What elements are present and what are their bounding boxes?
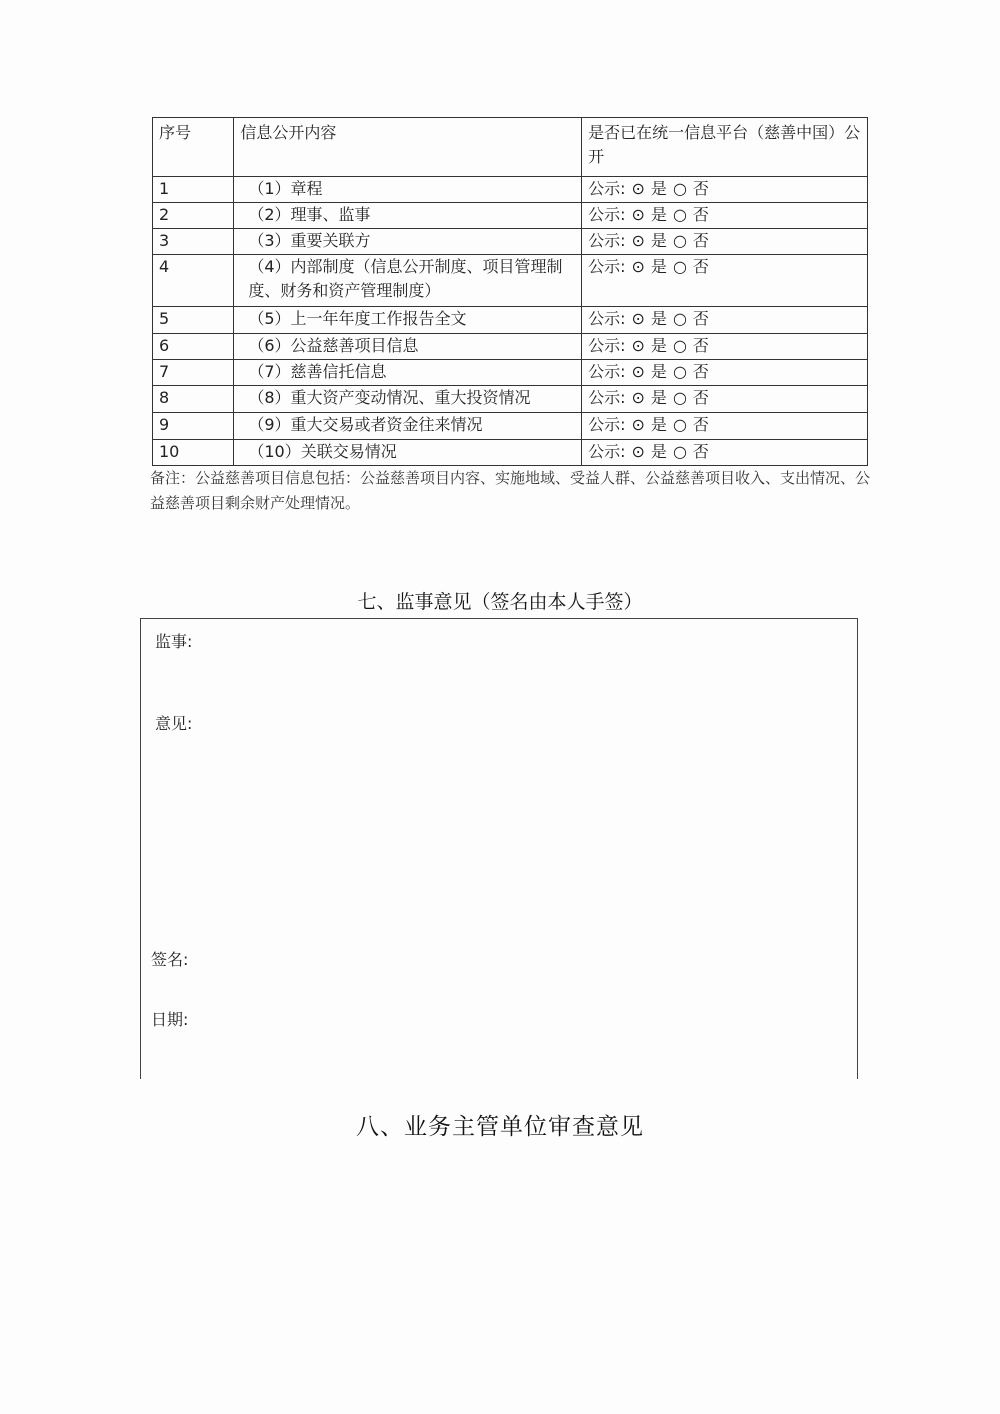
radio-checked-icon: ⊙	[631, 362, 645, 381]
radio-checked-icon: ⊙	[631, 415, 645, 434]
radio-unchecked-icon: ○	[672, 362, 687, 381]
radio-checked-icon: ⊙	[631, 231, 645, 250]
no-label: 否	[692, 362, 709, 381]
row-number: 10	[153, 440, 234, 466]
radio-checked-icon: ⊙	[631, 257, 645, 276]
table-row	[153, 413, 868, 440]
radio-checked-icon: ⊙	[631, 442, 645, 461]
header-public: 是否已在统一信息平台（慈善中国）公开	[582, 118, 868, 177]
section-7-title: 七、监事意见（签名由本人手签）	[357, 591, 643, 613]
public-prefix: 公示:	[588, 309, 626, 328]
row-content: （8）重大资产变动情况、重大投资情况	[234, 386, 582, 413]
radio-checked-icon: ⊙	[631, 179, 645, 198]
row-number: 8	[153, 386, 234, 413]
public-prefix: 公示:	[588, 362, 626, 381]
disclosure-table	[152, 117, 868, 466]
row-public-status	[582, 360, 868, 386]
radio-checked-icon: ⊙	[631, 205, 645, 224]
yes-label: 是	[650, 336, 667, 355]
table-header-row	[153, 118, 868, 177]
row-content: （6）公益慈善项目信息	[234, 334, 582, 360]
section-8-title: 八、业务主管单位审查意见	[356, 1114, 644, 1140]
row-content: （3）重要关联方	[234, 229, 582, 255]
yes-label: 是	[650, 205, 667, 224]
row-public-status	[582, 255, 868, 307]
supervisor-label: 监事:	[155, 632, 193, 651]
no-label: 否	[692, 442, 709, 461]
opinion-label: 意见:	[155, 714, 193, 733]
radio-checked-icon: ⊙	[631, 388, 645, 407]
row-public-status	[582, 307, 868, 334]
public-prefix: 公示:	[588, 336, 626, 355]
row-content: （2）理事、监事	[234, 203, 582, 229]
public-prefix: 公示:	[588, 388, 626, 407]
radio-checked-icon: ⊙	[631, 309, 645, 328]
row-content: （9）重大交易或者资金往来情况	[234, 413, 582, 440]
row-public-status	[582, 203, 868, 229]
radio-unchecked-icon: ○	[672, 415, 687, 434]
row-public-status	[582, 440, 868, 466]
no-label: 否	[692, 415, 709, 434]
table-row	[153, 386, 868, 413]
no-label: 否	[692, 231, 709, 250]
yes-label: 是	[650, 442, 667, 461]
public-prefix: 公示:	[588, 257, 626, 276]
row-content: （5）上一年年度工作报告全文	[234, 307, 582, 334]
yes-label: 是	[650, 388, 667, 407]
supervisor-opinion-box	[140, 618, 858, 1079]
row-public-status	[582, 386, 868, 413]
row-number: 2	[153, 203, 234, 229]
row-number: 3	[153, 229, 234, 255]
radio-unchecked-icon: ○	[672, 442, 687, 461]
row-number: 5	[153, 307, 234, 334]
date-label: 日期:	[151, 1010, 189, 1029]
table-row	[153, 255, 868, 307]
signature-label: 签名:	[151, 950, 189, 969]
table-row	[153, 177, 868, 203]
yes-label: 是	[650, 362, 667, 381]
no-label: 否	[692, 205, 709, 224]
row-public-status	[582, 229, 868, 255]
row-number: 6	[153, 334, 234, 360]
radio-unchecked-icon: ○	[672, 309, 687, 328]
table-row	[153, 440, 868, 466]
table-row	[153, 229, 868, 255]
row-public-status	[582, 334, 868, 360]
no-label: 否	[692, 388, 709, 407]
yes-label: 是	[650, 231, 667, 250]
no-label: 否	[692, 257, 709, 276]
yes-label: 是	[650, 257, 667, 276]
row-number: 1	[153, 177, 234, 203]
radio-unchecked-icon: ○	[672, 388, 687, 407]
row-content: （1）章程	[234, 177, 582, 203]
no-label: 否	[692, 336, 709, 355]
public-prefix: 公示:	[588, 179, 626, 198]
row-number: 7	[153, 360, 234, 386]
public-prefix: 公示:	[588, 415, 626, 434]
row-number: 4	[153, 255, 234, 307]
yes-label: 是	[650, 309, 667, 328]
radio-unchecked-icon: ○	[672, 179, 687, 198]
no-label: 否	[692, 179, 709, 198]
table-row	[153, 203, 868, 229]
row-public-status	[582, 413, 868, 440]
radio-unchecked-icon: ○	[672, 205, 687, 224]
radio-checked-icon: ⊙	[631, 336, 645, 355]
table-row	[153, 307, 868, 334]
public-prefix: 公示:	[588, 205, 626, 224]
no-label: 否	[692, 309, 709, 328]
public-prefix: 公示:	[588, 442, 626, 461]
row-content: （7）慈善信托信息	[234, 360, 582, 386]
public-prefix: 公示:	[588, 231, 626, 250]
yes-label: 是	[650, 179, 667, 198]
row-public-status	[582, 177, 868, 203]
header-no: 序号	[153, 118, 234, 177]
table-body	[153, 177, 868, 466]
radio-unchecked-icon: ○	[672, 231, 687, 250]
row-content: （10）关联交易情况	[234, 440, 582, 466]
table-row	[153, 334, 868, 360]
header-content: 信息公开内容	[234, 118, 582, 177]
row-number: 9	[153, 413, 234, 440]
radio-unchecked-icon: ○	[672, 336, 687, 355]
table-note: 备注：公益慈善项目信息包括：公益慈善项目内容、实施地域、受益人群、公益慈善项目收入、支出情况、公益慈善项目剩余财产处理情况。	[150, 469, 871, 512]
radio-unchecked-icon: ○	[672, 257, 687, 276]
table-row	[153, 360, 868, 386]
row-content: （4）内部制度（信息公开制度、项目管理制度、财务和资产管理制度）	[234, 255, 582, 307]
yes-label: 是	[650, 415, 667, 434]
